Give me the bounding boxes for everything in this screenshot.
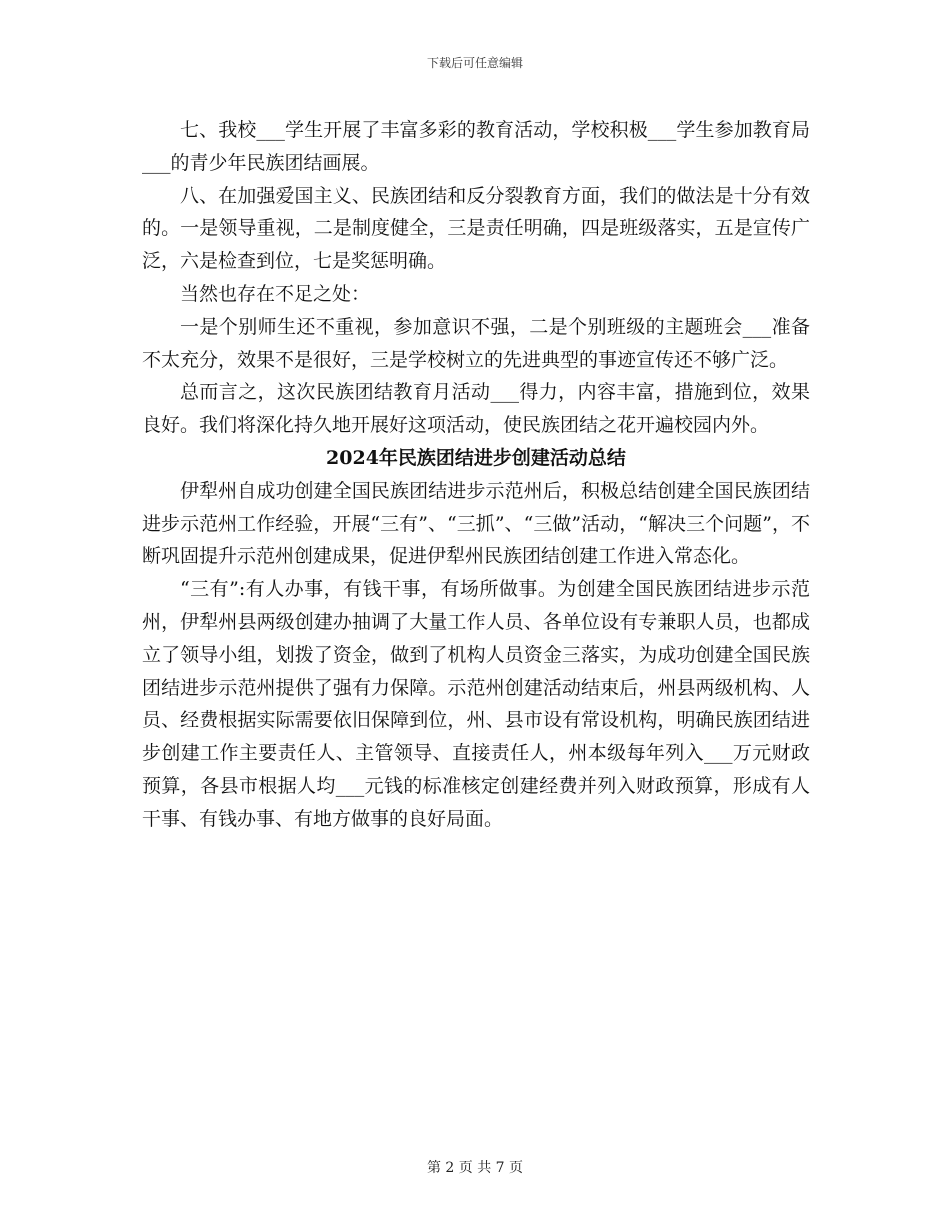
paragraph-intro: 伊犁州自成功创建全国民族团结进步示范州后，积极总结创建全国民族团结进步示范州工作经验，开展“三有”、“三抓”、“三做”活动，“解决三个问题”，不断巩固提升示范州创建成果，促进伊犁州民族团结创建工作进入常态化。 (142, 479, 810, 568)
page-footer: 第 2 页 共 7 页 (426, 1160, 524, 1176)
paragraph-8: 八、在加强爱国主义、民族团结和反分裂教育方面，我们的做法是十分有效的。一是领导重视，二是制度健全，三是责任明确，四是班级落实，五是宣传广泛，六是检查到位，七是奖惩明确。 (142, 184, 810, 273)
paragraph-conclusion: 总而言之，这次民族团结教育月活动___得力，内容丰富，措施到位，效果良好。我们将深化持久地开展好这项活动，使民族团结之花开遍校园内外。 (142, 381, 810, 437)
section-title: 2024年民族团结进步创建活动总结 (326, 446, 626, 469)
paragraph-shortcomings-intro: 当然也存在不足之处： (180, 282, 371, 305)
page-header: 下载后可任意编辑 (426, 56, 523, 70)
document-body (142, 114, 810, 836)
paragraph-three-haves: “三有”:有人办事，有钱干事，有场所做事。为创建全国民族团结进步示范州，伊犁州县两级创建办抽调了大量工作人员、各单位设有专兼职人员，也都成立了领导小组，划拨了资金，做到了机构人员资金三落实，为成功创建全国民族团结进步示范州提供了强有力保障。示范州创建活动结束后，州县两级机构、人员、经费根据实际需要依旧保障到位，州、县市设有常设机构，明确民族团结进步创建工作主要责任人、主管领导、直接责任人，州本级每年列入___万元财政预算，各县市根据人均___元钱的标准核定创建经费并列入财政预算，形成有人干事、有钱办事、有地方做事的良好局面。 (142, 578, 810, 830)
paragraph-shortcomings: 一是个别师生还不重视，参加意识不强，二是个别班级的主题班会___准备不太充分，效果不是很好，三是学校树立的先进典型的事迹宣传还不够广泛。 (142, 315, 810, 371)
paragraph-7: 七、我校___学生开展了丰富多彩的教育活动，学校积极___学生参加教育局___的青少年民族团结画展。 (142, 119, 810, 174)
